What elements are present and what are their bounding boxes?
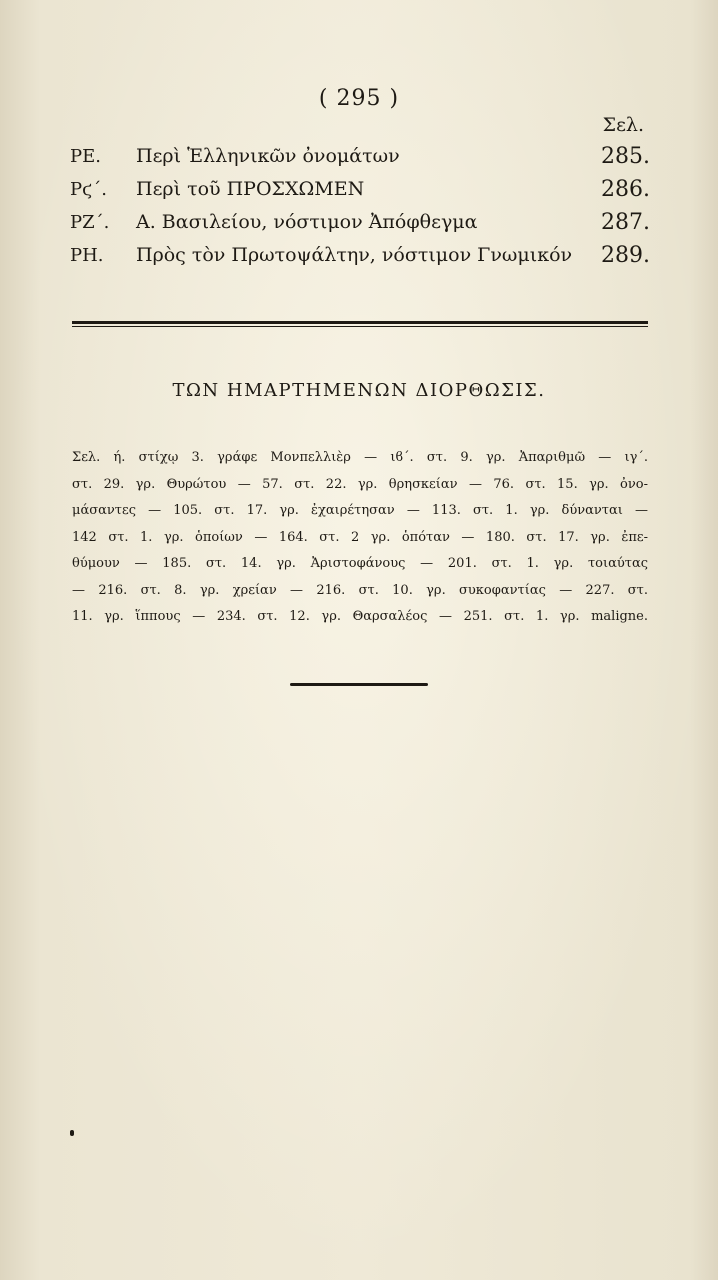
toc-chapter-number: Ρϛ΄. bbox=[70, 179, 107, 200]
errata-heading: ΤΩΝ ΗΜΑΡΤΗΜΕΝΩΝ ΔΙΟΡΘΩΣΙΣ. bbox=[172, 380, 546, 401]
toc-row bbox=[70, 140, 650, 173]
toc-page-number: 285. bbox=[601, 144, 650, 169]
errata-text bbox=[72, 445, 648, 631]
toc-page-number: 287. bbox=[601, 210, 650, 235]
table-of-contents bbox=[70, 140, 650, 272]
toc-chapter-number: ΡΖ΄. bbox=[70, 212, 110, 233]
page-number: ( 295 ) bbox=[318, 86, 400, 111]
errata-line: θύμουν — 185. στ. 14. γρ. Ἀριστοφάνους — 201. στ. 1. γρ. τοιαύτας bbox=[72, 556, 648, 571]
errata-line: 11. γρ. ἵππους — 234. στ. 12. γρ. Θαρσαλέος — 251. στ. 1. γρ. maligne. bbox=[72, 609, 648, 624]
toc-row bbox=[70, 239, 650, 272]
closing-rule bbox=[290, 683, 428, 686]
errata-line: — 216. στ. 8. γρ. χρείαν — 216. στ. 10. γρ. συκοφαντίας — 227. στ. bbox=[72, 582, 648, 598]
errata-line: στ. 29. γρ. Θυρώτου — 57. στ. 22. γρ. θρησκείαν — 76. στ. 15. γρ. ὀνο- bbox=[72, 476, 648, 492]
toc-chapter-title: Α. Βασιλείου, νόστιμον Ἀπόφθεγμα bbox=[136, 211, 478, 233]
toc-chapter-number: ΡΕ. bbox=[70, 146, 101, 167]
toc-page-number: 289. bbox=[601, 243, 650, 268]
toc-chapter-title: Πρὸς τὸν Πρωτοψάλτην, νόστιμον Γνωμικόν bbox=[136, 244, 573, 266]
errata-line: Σελ. ή. στίχῳ 3. γράφε Μονπελλιὲρ — ιϐ΄. στ. 9. γρ. Ἀπαριθμῶ — ιγ΄. bbox=[72, 450, 648, 465]
errata-line: μάσαντες — 105. στ. 17. γρ. ἐχαιρέτησαν — 113. στ. 1. γρ. δύνανται — bbox=[72, 503, 648, 518]
toc-chapter-title: Περὶ Ἑλληνικῶν ὀνομάτων bbox=[136, 145, 400, 167]
ink-speck bbox=[70, 1130, 74, 1136]
toc-chapter-title: Περὶ τοῦ ΠΡΟΣΧΩΜΕΝ bbox=[136, 178, 365, 200]
toc-page-number: 286. bbox=[601, 177, 650, 202]
errata-line: 142 στ. 1. γρ. ὁποίων — 164. στ. 2 γρ. ὁπόταν — 180. στ. 17. γρ. ἐπε- bbox=[72, 529, 648, 545]
toc-chapter-number: ΡΗ. bbox=[70, 245, 104, 266]
page-column-label: Σελ. bbox=[602, 114, 644, 136]
toc-row bbox=[70, 173, 650, 206]
section-divider bbox=[72, 321, 648, 327]
toc-row bbox=[70, 206, 650, 239]
